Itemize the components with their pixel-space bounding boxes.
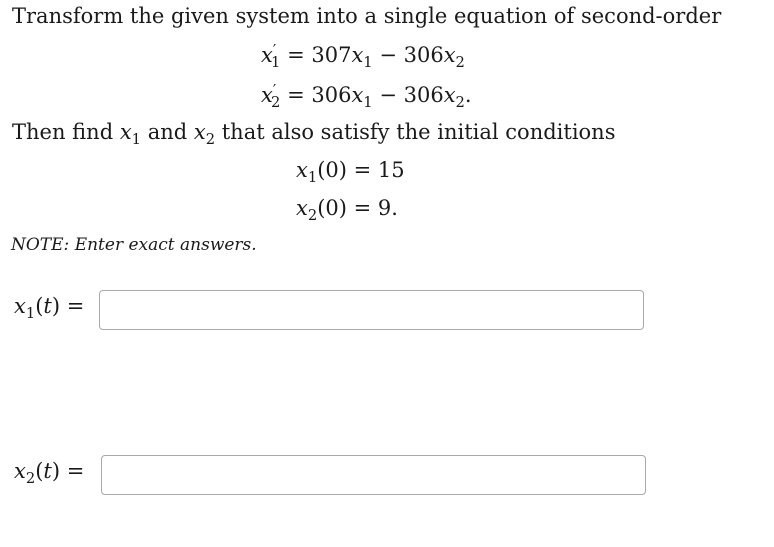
problem-intro: Transform the given system into a single equation of second-order xyxy=(12,4,722,28)
system-equation-2: $x'_2 = 306x_1 - 306x_2$. xyxy=(261,81,472,112)
answer-label-x1: $x_1(t)$ = xyxy=(14,294,85,323)
initial-condition-2: $x_2(0) = 9$. xyxy=(296,196,398,225)
problem-instruction: Then find $x_1$ and $x_2$ that also satisfy the initial conditions xyxy=(12,120,616,149)
answer-input-x2[interactable] xyxy=(101,455,646,495)
system-equation-1: $x'_1 = 307x_1 - 306x_2$ xyxy=(261,41,465,72)
note-text: NOTE: Enter exact answers. xyxy=(11,235,257,255)
answer-input-x1[interactable] xyxy=(99,290,644,330)
initial-condition-1: $x_1(0) = 15$ xyxy=(296,158,405,187)
answer-label-x2: $x_2(t)$ = xyxy=(14,459,85,488)
